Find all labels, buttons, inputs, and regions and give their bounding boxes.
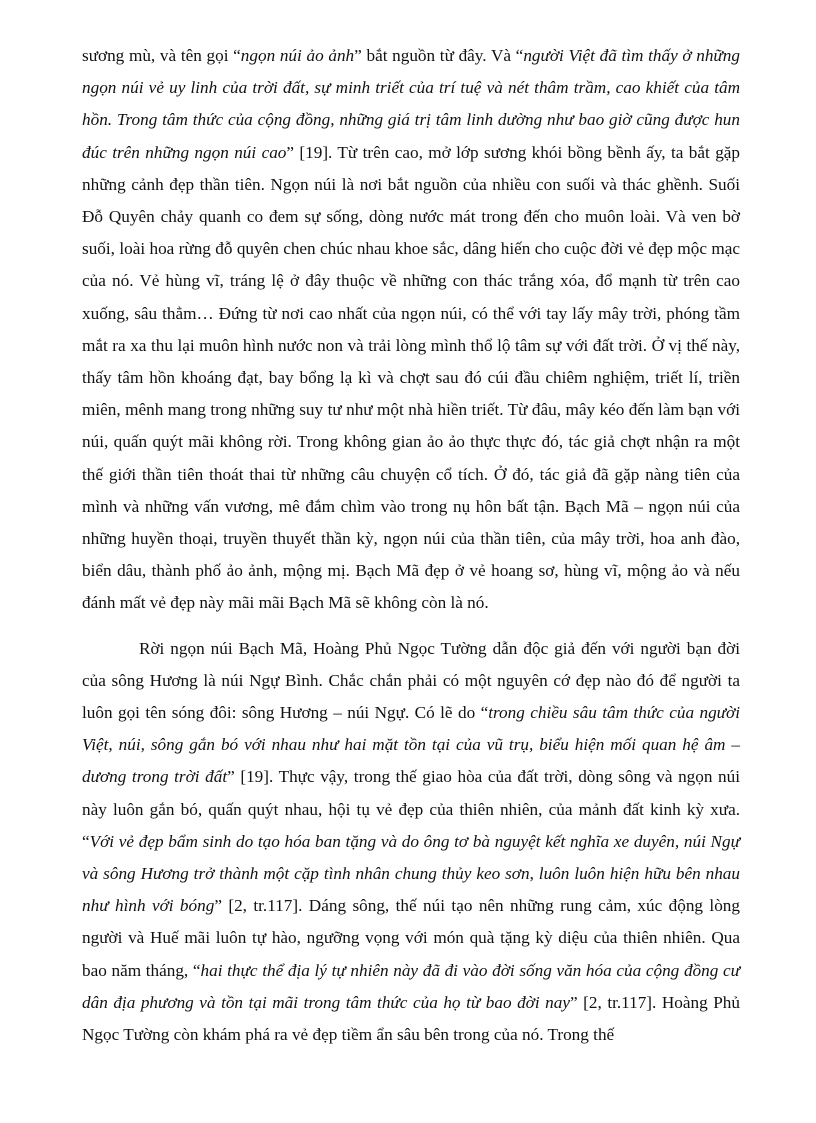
document-page xyxy=(82,40,740,1051)
paragraph-bach-ma xyxy=(82,40,740,620)
text-run: ” [2, tr.117]. Dáng sông, thế núi tạo nên những rung cảm, xúc động lòng người và Huế mãi luôn tự hào, ngưỡng vọng với món quà tặng kỳ diệu của thiên nhiên. Qua bao năm tháng, “ xyxy=(82,896,740,980)
paragraph-ngu-binh xyxy=(82,633,740,1052)
text-run: sương mù, và tên gọi “ xyxy=(82,46,241,65)
italic-quote: người Việt đã tìm thấy ở những ngọn núi vẻ uy linh của trời đất, sự minh triết của trí tuệ và nét thâm trầm, cao khiết của tâm hồn. Trong tâm thức của cộng đồng, những giá trị tâm linh dường như bao giờ cũng được hun đúc trên những ngọn núi cao xyxy=(82,46,740,162)
text-run: ” [19]. Thực vậy, trong thế giao hòa của đất trời, dòng sông và ngọn núi này luôn gắn bó, quấn quýt nhau, hội tụ vẻ đẹp của thiên nhiên, của mảnh đất kinh kỳ xưa. “ xyxy=(82,767,741,851)
text-run: ” [19]. Từ trên cao, mở lớp sương khói bồng bềnh ấy, ta bắt gặp những cảnh đẹp thần tiên. Ngọn núi là nơi bắt nguồn của nhiều con suối và thác ghềnh. Suối Đỗ Quyên chảy quanh co đem sự sống, dòng nước mát trong đến cho muôn loài. Và ven bờ suối, loài hoa rừng đỗ quyên chen chúc nhau khoe sắc, dâng hiến cho cuộc đời vẻ đẹp mộc mạc của nó. Vẻ hùng vĩ, tráng lệ ở đây thuộc về những con thác trắng xóa, đổ mạnh từ trên cao xuống, sâu thẳm… Đứng từ nơi cao nhất của ngọn núi, có thể với tay lấy mây trời, phóng tầm mắt ra xa thu lại muôn hình nước non và trải lòng mình thổ lộ tâm sự với đất trời. Ở vị thế này, thấy tâm hồn khoáng đạt, bay bổng lạ kì và chợt sau đó cúi đầu chiêm nghiệm, triết lí, triền miên, mênh mang trong những suy tư như một nhà hiền triết. Từ đâu, mây kéo đến làm bạn với núi, quấn quýt mãi không rời. Trong không gian ảo ảo thực thực đó, tác giả chợt nhận ra một thế giới thần tiên thoát thai từ những câu chuyện cổ tích. Ở đó, tác giả đã gặp nàng tiên của mình và những vấn vương, mê đắm chìm vào trong nụ hôn bất tận. Bạch Mã – ngọn núi của những huyền thoại, truyền thuyết thần kỳ, ngọn núi của thần tiên, của mây trời, hoa anh đào, biển dâu, thành phố ảo ảnh, mộng mị. Bạch Mã đẹp ở vẻ hoang sơ, hùng vĩ, mộng ảo và nếu đánh mất vẻ đẹp này mãi mãi Bạch Mã sẽ không còn là nó. xyxy=(82,142,741,613)
text-run: ” bắt nguồn từ đây. Và “ xyxy=(354,46,524,65)
italic-quote: ngọn núi ảo ảnh xyxy=(240,46,355,65)
italic-quote: hai thực thể địa lý tự nhiên này đã đi vào đời sống văn hóa của cộng đồng cư dân địa phương và tồn tại mãi trong tâm thức của họ từ bao đời nay xyxy=(82,960,740,1012)
text-run: ” [2, tr.117]. Hoàng Phủ Ngọc Tường còn khám phá ra vẻ đẹp tiềm ẩn sâu bên trong của nó. Trong thế xyxy=(82,992,740,1045)
italic-quote: Với vẻ đẹp bẩm sinh do tạo hóa ban tặng và do ông tơ bà nguyệt kết nghĩa xe duyên, núi Ngự và sông Hương trở thành một cặp tình nhân chung thủy keo sơn, luôn luôn hiện hữu bên nhau như hình với bóng xyxy=(82,831,740,916)
italic-quote: trong chiều sâu tâm thức của người Việt, núi, sông gắn bó với nhau như hai mặt tồn tại của vũ trụ, biểu hiện mối quan hệ âm – dương trong trời đất xyxy=(82,703,740,787)
text-run: Rời ngọn núi Bạch Mã, Hoàng Phủ Ngọc Tường dẫn độc giả đến với người bạn đời của sông Hương là núi Ngự Bình. Chắc chắn phải có một nguyên cớ đẹp nào đó để người ta luôn gọi tên sóng đôi: sông Hương – núi Ngự. Có lẽ do “ xyxy=(82,638,740,723)
